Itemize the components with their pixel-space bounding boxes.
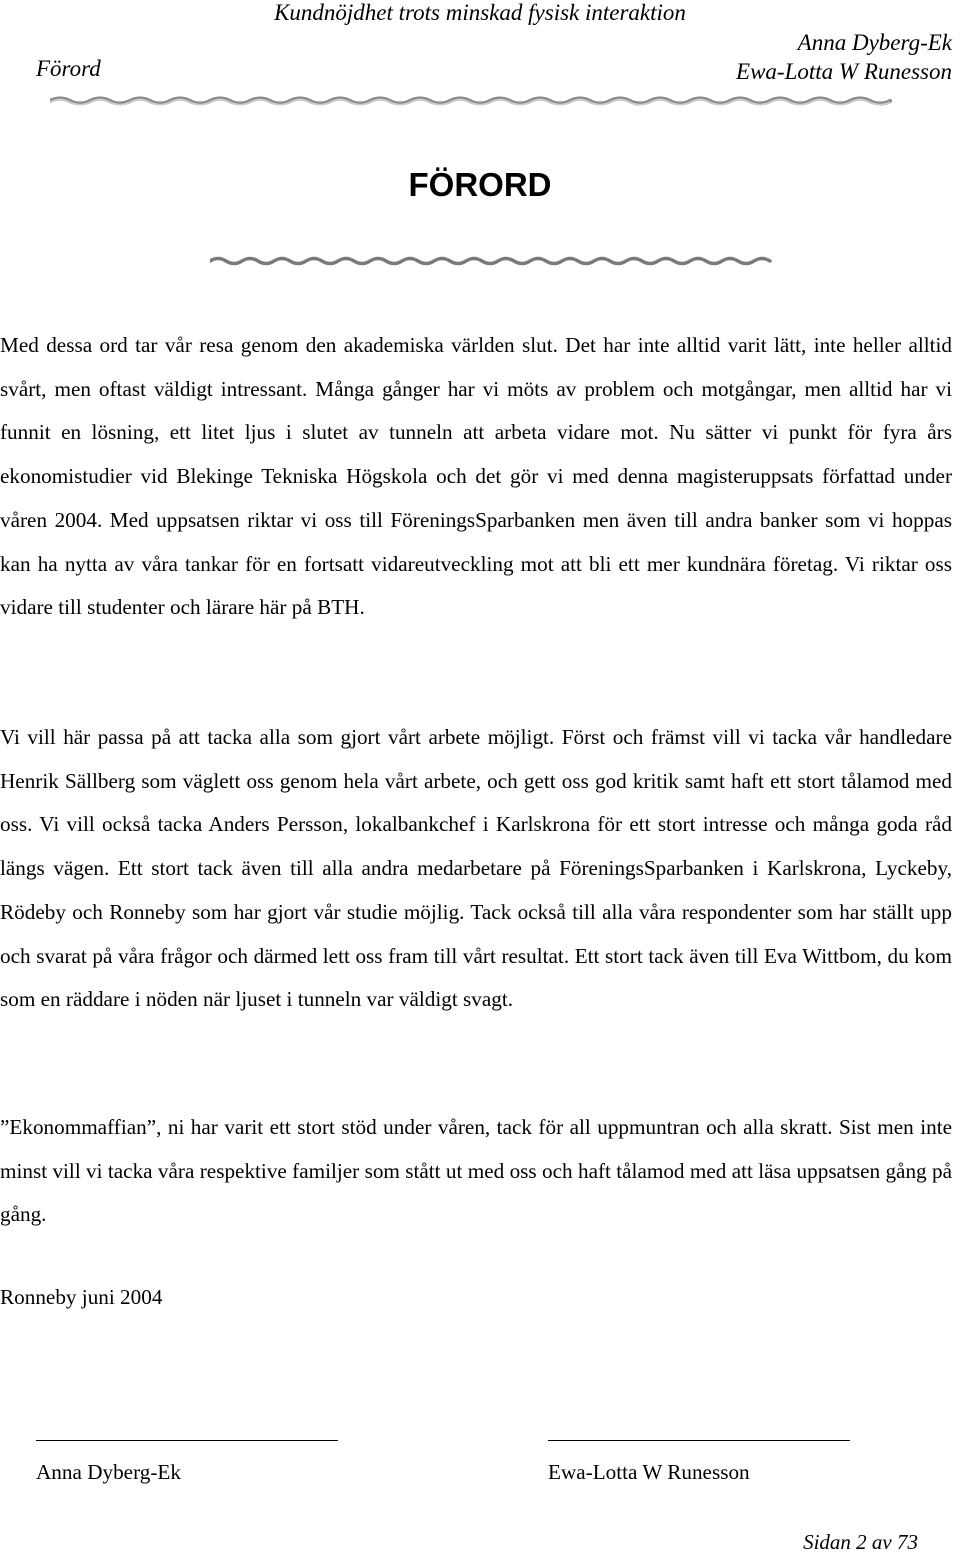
- signature-name-2: Ewa-Lotta W Runesson: [548, 1460, 750, 1484]
- header-author-1: Anna Dyberg-Ek: [797, 30, 952, 55]
- running-header-authors: [736, 28, 952, 86]
- header-wave-divider: [50, 94, 900, 108]
- running-header-section: Förord: [36, 56, 101, 81]
- header-author-2: Ewa-Lotta W Runesson: [736, 59, 952, 84]
- paragraph-thanks: Vi vill här passa på att tacka alla som gjort vårt arbete möjligt. Först och främst vill vi tacka vår handledare Henrik Sällberg som väglett oss genom hela vårt arbete, och gett oss god kritik samt haft ett stort tålamod med oss. Vi vill också tacka Anders Persson, lokalbankchef i Karlskrona för ett stort intresse och många goda råd längs vägen. Ett stort tack även till alla andra medarbetare på FöreningsSparbanken i Karlskrona, Lyckeby, Rödeby och Ronneby som har gjort vår studie möjlig. Tack också till alla våra respondenter som har ställt upp och svarat på våra frågor och därmed lett oss fram till vårt resultat. Ett stort tack även till Eva Wittbom, du kom som en räddare i nöden när ljuset i tunneln var väldigt svagt.: [0, 725, 952, 1012]
- signature-line-1: [36, 1440, 338, 1441]
- running-header-title: Kundnöjdhet trots minskad fysisk interaktion: [274, 0, 686, 25]
- paragraph-intro: Med dessa ord tar vår resa genom den akademiska världen slut. Det har inte alltid varit lätt, inte heller alltid svårt, men oftast väldigt intressant. Många gånger har vi möts av problem och motgångar, men alltid har vi funnit en lösning, ett litet ljus i slutet av tunneln att arbeta vidare mot. Nu sätter vi punkt för fyra års ekonomistudier vid Blekinge Tekniska Högskola och det gör vi med denna magisteruppsats författad under våren 2004. Med uppsatsen riktar vi oss till FöreningsSparbanken men även till andra banker som vi hoppas kan ha nytta av våra tankar för en fortsatt vidareutveckling mot att bli ett mer kundnära företag. Vi riktar oss vidare till studenter och lärare här på BTH.: [0, 333, 952, 620]
- page-number: Sidan 2 av 73: [803, 1530, 918, 1554]
- paragraph-family: ”Ekonommaffian”, ni har varit ett stort stöd under våren, tack för all uppmuntran och alla skratt. Sist men inte minst vill vi tacka våra respektive familjer som stått ut med oss och haft tålamod med att läsa uppsatsen gång på gång.: [0, 1115, 952, 1227]
- signature-name-1: Anna Dyberg-Ek: [36, 1460, 181, 1484]
- page-title: FÖRORD: [408, 166, 552, 203]
- place-date: Ronneby juni 2004: [0, 1285, 163, 1309]
- signature-line-2: [548, 1440, 850, 1441]
- title-wave-divider: [210, 255, 776, 267]
